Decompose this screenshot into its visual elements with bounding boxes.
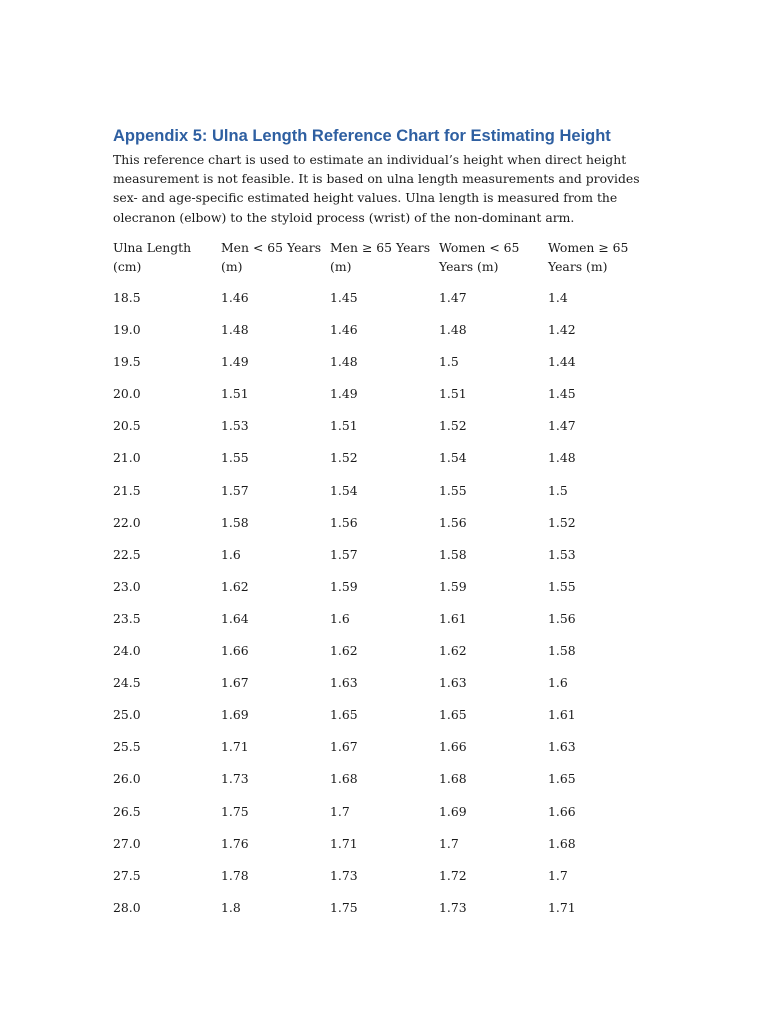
table-row <box>113 643 648 675</box>
cell-men-65-plus: 1.65 <box>330 707 358 723</box>
table-row <box>113 900 648 932</box>
cell-men-65-plus: 1.68 <box>330 771 358 787</box>
cell-women-65-plus: 1.5 <box>548 482 568 498</box>
table-row <box>113 386 648 418</box>
header-line: Men ≥ 65 Years <box>330 240 431 255</box>
cell-men-65-plus: 1.6 <box>330 610 350 626</box>
cell-women-under-65: 1.48 <box>439 322 467 338</box>
cell-men-under-65: 1.62 <box>221 578 249 594</box>
cell-men-under-65: 1.57 <box>221 482 249 498</box>
cell-women-65-plus: 1.71 <box>548 899 576 915</box>
cell-men-under-65: 1.6 <box>221 546 241 562</box>
cell-women-under-65: 1.66 <box>439 739 467 755</box>
table-row <box>113 707 648 739</box>
cell-ulna-length: 20.0 <box>113 386 141 402</box>
page-title: Appendix 5: Ulna Length Reference Chart for Estimating Height <box>113 127 611 145</box>
cell-women-under-65: 1.51 <box>439 386 467 402</box>
cell-men-under-65: 1.64 <box>221 610 249 626</box>
cell-men-under-65: 1.48 <box>221 322 249 338</box>
cell-men-65-plus: 1.57 <box>330 546 358 562</box>
cell-men-65-plus: 1.63 <box>330 675 358 691</box>
header-line: Men < 65 Years <box>221 240 322 255</box>
cell-women-65-plus: 1.63 <box>548 739 576 755</box>
cell-men-65-plus: 1.7 <box>330 803 350 819</box>
cell-men-under-65: 1.46 <box>221 290 249 305</box>
cell-men-under-65: 1.53 <box>221 418 249 434</box>
cell-women-under-65: 1.52 <box>439 418 467 434</box>
table-row <box>113 611 648 643</box>
header-line: (m) <box>221 259 243 274</box>
cell-women-under-65: 1.65 <box>439 707 467 723</box>
table-row <box>113 418 648 450</box>
cell-ulna-length: 27.5 <box>113 867 141 883</box>
cell-women-65-plus: 1.52 <box>548 514 576 530</box>
cell-women-under-65: 1.73 <box>439 899 467 915</box>
cell-men-under-65: 1.51 <box>221 386 249 402</box>
cell-women-under-65: 1.62 <box>439 643 467 659</box>
cell-ulna-length: 25.0 <box>113 707 141 723</box>
cell-women-65-plus: 1.61 <box>548 707 576 723</box>
cell-ulna-length: 26.5 <box>113 803 141 819</box>
cell-women-65-plus: 1.68 <box>548 835 576 851</box>
cell-men-65-plus: 1.59 <box>330 578 358 594</box>
cell-men-65-plus: 1.49 <box>330 386 358 402</box>
cell-ulna-length: 18.5 <box>113 290 141 305</box>
table-row <box>113 547 648 579</box>
cell-men-65-plus: 1.73 <box>330 867 358 883</box>
header-line: (m) <box>330 259 352 274</box>
intro-paragraph: This reference chart is used to estimate an individual’s height when direct height measurement is not feasible. It is based on ulna length measurements and provides sex- and age-specific estimated height values. Ulna length is measured from the olecranon (elbow) to the styloid process (wrist) of the non-dominant arm. <box>113 152 640 225</box>
cell-men-65-plus: 1.62 <box>330 643 358 659</box>
cell-men-under-65: 1.78 <box>221 867 249 883</box>
cell-ulna-length: 27.0 <box>113 835 141 851</box>
cell-women-under-65: 1.58 <box>439 546 467 562</box>
cell-women-65-plus: 1.58 <box>548 643 576 659</box>
cell-women-under-65: 1.56 <box>439 514 467 530</box>
table-row <box>113 868 648 900</box>
cell-ulna-length: 23.0 <box>113 578 141 594</box>
cell-women-under-65: 1.72 <box>439 867 467 883</box>
cell-men-under-65: 1.49 <box>221 354 249 370</box>
header-men-65-plus <box>330 238 439 290</box>
cell-men-65-plus: 1.56 <box>330 514 358 530</box>
cell-men-under-65: 1.71 <box>221 739 249 755</box>
cell-men-under-65: 1.8 <box>221 899 241 915</box>
table-row <box>113 739 648 771</box>
cell-men-65-plus: 1.52 <box>330 450 358 466</box>
cell-men-65-plus: 1.75 <box>330 899 358 915</box>
cell-women-65-plus: 1.56 <box>548 610 576 626</box>
cell-men-65-plus: 1.67 <box>330 739 358 755</box>
header-women-65-plus <box>548 238 648 290</box>
header-line: Ulna Length <box>113 240 192 255</box>
cell-ulna-length: 19.0 <box>113 322 141 338</box>
cell-women-under-65: 1.68 <box>439 771 467 787</box>
header-women-under-65 <box>439 238 548 290</box>
cell-women-65-plus: 1.42 <box>548 322 576 338</box>
table-row <box>113 450 648 482</box>
cell-women-under-65: 1.61 <box>439 610 467 626</box>
header-line: Years (m) <box>548 259 608 274</box>
cell-women-under-65: 1.47 <box>439 290 467 305</box>
header-men-under-65 <box>221 238 330 290</box>
ulna-reference-table <box>113 238 648 932</box>
cell-women-65-plus: 1.4 <box>548 290 568 305</box>
cell-men-65-plus: 1.71 <box>330 835 358 851</box>
table-row <box>113 290 648 322</box>
cell-women-under-65: 1.69 <box>439 803 467 819</box>
cell-men-65-plus: 1.45 <box>330 290 358 305</box>
cell-women-under-65: 1.55 <box>439 482 467 498</box>
cell-men-under-65: 1.69 <box>221 707 249 723</box>
table-body <box>113 290 648 932</box>
cell-women-65-plus: 1.66 <box>548 803 576 819</box>
cell-women-under-65: 1.7 <box>439 835 459 851</box>
cell-women-65-plus: 1.65 <box>548 771 576 787</box>
cell-men-65-plus: 1.46 <box>330 322 358 338</box>
header-line: Years (m) <box>439 259 499 274</box>
cell-men-65-plus: 1.54 <box>330 482 358 498</box>
cell-women-65-plus: 1.55 <box>548 578 576 594</box>
cell-women-65-plus: 1.45 <box>548 386 576 402</box>
header-line: Women ≥ 65 <box>548 240 629 255</box>
cell-women-under-65: 1.54 <box>439 450 467 466</box>
cell-men-under-65: 1.55 <box>221 450 249 466</box>
cell-ulna-length: 22.0 <box>113 514 141 530</box>
table-row <box>113 483 648 515</box>
header-line: Women < 65 <box>439 240 520 255</box>
cell-men-under-65: 1.75 <box>221 803 249 819</box>
cell-ulna-length: 22.5 <box>113 546 141 562</box>
cell-ulna-length: 23.5 <box>113 610 141 626</box>
cell-ulna-length: 24.5 <box>113 675 141 691</box>
cell-men-under-65: 1.58 <box>221 514 249 530</box>
cell-ulna-length: 28.0 <box>113 899 141 915</box>
cell-ulna-length: 21.5 <box>113 482 141 498</box>
table-row <box>113 515 648 547</box>
table-row <box>113 322 648 354</box>
content-area <box>113 124 658 227</box>
cell-ulna-length: 25.5 <box>113 739 141 755</box>
header-ulna-length <box>113 238 221 290</box>
table-row <box>113 804 648 836</box>
cell-men-under-65: 1.67 <box>221 675 249 691</box>
cell-ulna-length: 21.0 <box>113 450 141 466</box>
cell-ulna-length: 19.5 <box>113 354 141 370</box>
cell-women-65-plus: 1.53 <box>548 546 576 562</box>
cell-ulna-length: 20.5 <box>113 418 141 434</box>
cell-men-under-65: 1.76 <box>221 835 249 851</box>
cell-women-under-65: 1.5 <box>439 354 459 370</box>
cell-men-under-65: 1.66 <box>221 643 249 659</box>
header-line: (cm) <box>113 259 142 274</box>
table-row <box>113 675 648 707</box>
cell-women-65-plus: 1.7 <box>548 867 568 883</box>
cell-ulna-length: 24.0 <box>113 643 141 659</box>
header-row <box>113 238 648 290</box>
cell-women-65-plus: 1.6 <box>548 675 568 691</box>
cell-women-under-65: 1.63 <box>439 675 467 691</box>
table-header <box>113 238 648 290</box>
cell-women-65-plus: 1.48 <box>548 450 576 466</box>
table-row <box>113 579 648 611</box>
table-row <box>113 354 648 386</box>
cell-men-under-65: 1.73 <box>221 771 249 787</box>
table-row <box>113 836 648 868</box>
cell-women-65-plus: 1.44 <box>548 354 576 370</box>
cell-women-65-plus: 1.47 <box>548 418 576 434</box>
cell-men-65-plus: 1.48 <box>330 354 358 370</box>
cell-men-65-plus: 1.51 <box>330 418 358 434</box>
cell-women-under-65: 1.59 <box>439 578 467 594</box>
table-row <box>113 771 648 803</box>
cell-ulna-length: 26.0 <box>113 771 141 787</box>
